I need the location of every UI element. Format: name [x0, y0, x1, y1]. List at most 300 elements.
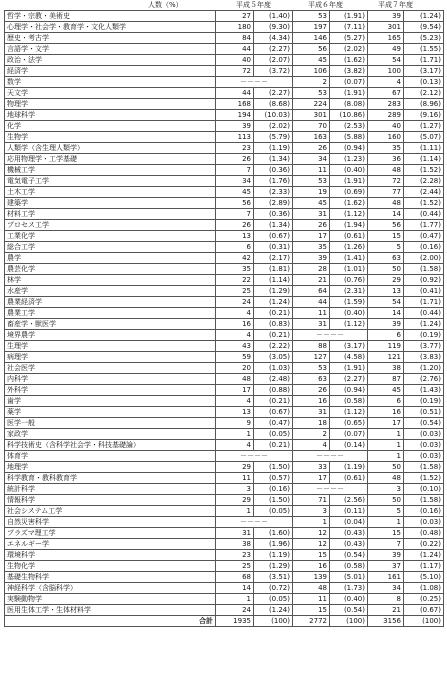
count-y6: 18 — [293, 418, 330, 429]
count-y5: 34 — [216, 176, 254, 187]
count-y5: 35 — [216, 264, 254, 275]
count-y6: 19 — [293, 187, 330, 198]
percent-y7: (2.28) — [404, 176, 444, 187]
count-y6: 53 — [293, 363, 330, 374]
percent-y5: (1.50) — [254, 495, 293, 506]
count-y6: 45 — [293, 55, 330, 66]
empty-cell-y6: －－－－ — [293, 451, 368, 462]
percent-y7: (2.44) — [404, 187, 444, 198]
total-percent-y6: (100) — [330, 616, 368, 627]
table-row — [5, 220, 444, 231]
subject-cell: 内科学 — [5, 374, 216, 385]
subject-cell: プラズマ理工学 — [5, 528, 216, 539]
count-y7: 63 — [368, 253, 404, 264]
percent-y6: (7.11) — [330, 22, 368, 33]
percent-y7: (2.76) — [404, 374, 444, 385]
percent-y5: (1.34) — [254, 220, 293, 231]
empty-cell-y5: －－－－ — [216, 451, 293, 462]
table-row — [5, 99, 444, 110]
subject-cell: 生理学 — [5, 341, 216, 352]
percent-y7: (1.43) — [404, 385, 444, 396]
table-row — [5, 517, 444, 528]
subject-cell: 病理学 — [5, 352, 216, 363]
subject-cell: 情報科学 — [5, 495, 216, 506]
percent-y6: (0.61) — [330, 473, 368, 484]
percent-y5: (1.76) — [254, 176, 293, 187]
total-percent-y5: (100) — [254, 616, 293, 627]
table-row — [5, 352, 444, 363]
percent-y6: (0.54) — [330, 550, 368, 561]
percent-y6: (1.59) — [330, 297, 368, 308]
count-y6: 48 — [293, 583, 330, 594]
subject-cell: 境界農学 — [5, 330, 216, 341]
table-row — [5, 605, 444, 616]
percent-y6: (0.61) — [330, 231, 368, 242]
percent-y6: (8.08) — [330, 99, 368, 110]
percent-y6: (1.91) — [330, 11, 368, 22]
subject-cell: プロセス工学 — [5, 220, 216, 231]
subject-cell: 統計科学 — [5, 484, 216, 495]
percent-y6: (0.58) — [330, 561, 368, 572]
count-y5: 1 — [216, 429, 254, 440]
count-y7: 1 — [368, 429, 404, 440]
subject-cell: 地球科学 — [5, 110, 216, 121]
count-y5: 7 — [216, 209, 254, 220]
count-y5: 26 — [216, 220, 254, 231]
percent-y6: (0.40) — [330, 165, 368, 176]
percent-y6: (2.02) — [330, 44, 368, 55]
percent-y7: (0.16) — [404, 506, 444, 517]
count-y7: 45 — [368, 385, 404, 396]
count-y6: 56 — [293, 44, 330, 55]
count-y6: 31 — [293, 407, 330, 418]
percent-y6: (1.94) — [330, 220, 368, 231]
percent-y5: (3.05) — [254, 352, 293, 363]
percent-y7: (0.25) — [404, 594, 444, 605]
table-row — [5, 308, 444, 319]
percent-y7: (5.23) — [404, 33, 444, 44]
count-y6: 63 — [293, 374, 330, 385]
percent-y6: (1.23) — [330, 154, 368, 165]
subject-cell: 科学教育・教科教育学 — [5, 473, 216, 484]
percent-y6: (0.11) — [330, 506, 368, 517]
percent-y5: (1.03) — [254, 363, 293, 374]
table-row — [5, 451, 444, 462]
percent-y5: (0.57) — [254, 473, 293, 484]
subject-cell: 神経科学（含脳科学） — [5, 583, 216, 594]
percent-y6: (2.31) — [330, 286, 368, 297]
table-row — [5, 77, 444, 88]
percent-y7: (1.52) — [404, 165, 444, 176]
table-row — [5, 143, 444, 154]
percent-y7: (0.67) — [404, 605, 444, 616]
count-y7: 34 — [368, 583, 404, 594]
percent-y6: (3.17) — [330, 341, 368, 352]
percent-y5: (0.21) — [254, 330, 293, 341]
percent-y6: (1.62) — [330, 55, 368, 66]
table-row — [5, 495, 444, 506]
subject-cell: 工業化学 — [5, 231, 216, 242]
percent-y5: (2.17) — [254, 253, 293, 264]
total-row — [5, 616, 444, 627]
percent-y6: (0.07) — [330, 429, 368, 440]
table-row — [5, 539, 444, 550]
count-y7: 67 — [368, 88, 404, 99]
percent-y5: (1.19) — [254, 143, 293, 154]
count-y5: 44 — [216, 88, 254, 99]
table-row — [5, 176, 444, 187]
subject-cell: 言語学・文学 — [5, 44, 216, 55]
percent-y7: (3.77) — [404, 341, 444, 352]
percent-y5: (1.34) — [254, 154, 293, 165]
percent-y6: (1.41) — [330, 253, 368, 264]
count-y6: 53 — [293, 88, 330, 99]
percent-y7: (0.19) — [404, 330, 444, 341]
table-row — [5, 11, 444, 22]
count-y7: 40 — [368, 121, 404, 132]
percent-y7: (1.11) — [404, 143, 444, 154]
subject-cell: 材料工学 — [5, 209, 216, 220]
table-row — [5, 396, 444, 407]
percent-y7: (0.22) — [404, 539, 444, 550]
count-y6: 17 — [293, 473, 330, 484]
count-y7: 161 — [368, 572, 404, 583]
count-y7: 48 — [368, 473, 404, 484]
percent-y5: (9.30) — [254, 22, 293, 33]
count-y5: 29 — [216, 462, 254, 473]
count-y6: 26 — [293, 220, 330, 231]
percent-y6: (0.40) — [330, 594, 368, 605]
table-row — [5, 110, 444, 121]
percent-y6: (1.73) — [330, 583, 368, 594]
percent-y5: (4.34) — [254, 33, 293, 44]
percent-y6: (1.01) — [330, 264, 368, 275]
percent-y5: (5.79) — [254, 132, 293, 143]
count-y6: 16 — [293, 561, 330, 572]
subject-cell: 天文学 — [5, 88, 216, 99]
table-row — [5, 286, 444, 297]
count-y5: 26 — [216, 154, 254, 165]
count-y7: 48 — [368, 198, 404, 209]
count-y6: 224 — [293, 99, 330, 110]
subject-cell: エネルギー学 — [5, 539, 216, 550]
percent-y6: (1.12) — [330, 209, 368, 220]
count-y7: 7 — [368, 539, 404, 550]
table-row — [5, 275, 444, 286]
count-y7: 100 — [368, 66, 404, 77]
subject-cell: 農業工学 — [5, 308, 216, 319]
count-y5: 4 — [216, 330, 254, 341]
table-row — [5, 198, 444, 209]
percent-y5: (0.67) — [254, 231, 293, 242]
count-y5: 4 — [216, 396, 254, 407]
table-row — [5, 583, 444, 594]
percent-y7: (1.20) — [404, 363, 444, 374]
percent-y6: (0.76) — [330, 275, 368, 286]
count-y6: 4 — [293, 440, 330, 451]
count-y5: 24 — [216, 297, 254, 308]
subject-cell: 電気電子工学 — [5, 176, 216, 187]
percent-y5: (0.47) — [254, 418, 293, 429]
count-y7: 4 — [368, 77, 404, 88]
table-row — [5, 231, 444, 242]
count-y6: 53 — [293, 11, 330, 22]
subject-cell: 医学一般 — [5, 418, 216, 429]
count-y7: 1 — [368, 440, 404, 451]
year-heading-h6: 平成６年度 — [308, 1, 343, 9]
percent-y5: (0.05) — [254, 506, 293, 517]
subject-cell: 歴史・考古学 — [5, 33, 216, 44]
percent-y7: (1.24) — [404, 319, 444, 330]
subject-cell: 科学技術史（含科学社会学・科技基礎論） — [5, 440, 216, 451]
percent-y6: (0.04) — [330, 517, 368, 528]
percent-y5: (0.36) — [254, 209, 293, 220]
percent-y6: (1.26) — [330, 242, 368, 253]
percent-y6: (0.14) — [330, 440, 368, 451]
subject-cell: 物理学 — [5, 99, 216, 110]
percent-y5: (0.05) — [254, 594, 293, 605]
count-y5: 17 — [216, 385, 254, 396]
table-row — [5, 484, 444, 495]
percent-y6: (0.43) — [330, 539, 368, 550]
percent-y7: (1.24) — [404, 11, 444, 22]
percent-y6: (1.19) — [330, 462, 368, 473]
count-y5: 1 — [216, 506, 254, 517]
percent-y5: (0.83) — [254, 319, 293, 330]
percent-y7: (0.51) — [404, 407, 444, 418]
subject-cell: 社会医学 — [5, 363, 216, 374]
percent-y6: (0.58) — [330, 396, 368, 407]
count-y7: 39 — [368, 319, 404, 330]
count-y7: 301 — [368, 22, 404, 33]
count-y6: 106 — [293, 66, 330, 77]
table-row — [5, 319, 444, 330]
percent-y6: (1.12) — [330, 407, 368, 418]
count-y6: 21 — [293, 275, 330, 286]
count-y6: 15 — [293, 550, 330, 561]
count-y7: 17 — [368, 418, 404, 429]
subject-cell: 社会システム工学 — [5, 506, 216, 517]
count-y7: 50 — [368, 495, 404, 506]
count-y6: 163 — [293, 132, 330, 143]
subject-cell: 地理学 — [5, 462, 216, 473]
count-y7: 36 — [368, 154, 404, 165]
subject-cell: 機械工学 — [5, 165, 216, 176]
count-y6: 64 — [293, 286, 330, 297]
count-y5: 68 — [216, 572, 254, 583]
count-y5: 180 — [216, 22, 254, 33]
count-y5: 45 — [216, 187, 254, 198]
percent-y7: (5.07) — [404, 132, 444, 143]
total-label: 合計 — [5, 616, 216, 627]
count-y6: 197 — [293, 22, 330, 33]
table-row — [5, 407, 444, 418]
count-y7: 283 — [368, 99, 404, 110]
percent-y7: (1.14) — [404, 154, 444, 165]
percent-y5: (1.60) — [254, 528, 293, 539]
count-y7: 160 — [368, 132, 404, 143]
table-row — [5, 242, 444, 253]
count-y6: 2 — [293, 77, 330, 88]
count-y6: 15 — [293, 605, 330, 616]
count-y6: 127 — [293, 352, 330, 363]
percent-y7: (9.16) — [404, 110, 444, 121]
table-row — [5, 55, 444, 66]
table-row — [5, 561, 444, 572]
table-row — [5, 374, 444, 385]
count-y5: 14 — [216, 583, 254, 594]
percent-y7: (1.58) — [404, 264, 444, 275]
percent-y6: (0.54) — [330, 605, 368, 616]
count-y6: 17 — [293, 231, 330, 242]
count-y7: 119 — [368, 341, 404, 352]
percent-y6: (1.91) — [330, 88, 368, 99]
percent-y6: (1.91) — [330, 176, 368, 187]
count-y6: 31 — [293, 319, 330, 330]
table-row — [5, 66, 444, 77]
count-y5: 4 — [216, 440, 254, 451]
count-y7: 48 — [368, 165, 404, 176]
count-y6: 16 — [293, 396, 330, 407]
percent-y6: (0.94) — [330, 385, 368, 396]
percent-y5: (1.24) — [254, 605, 293, 616]
percent-y7: (1.27) — [404, 121, 444, 132]
count-y5: 48 — [216, 374, 254, 385]
percent-y5: (10.03) — [254, 110, 293, 121]
percent-y5: (1.40) — [254, 11, 293, 22]
count-y7: 50 — [368, 264, 404, 275]
count-y7: 77 — [368, 187, 404, 198]
percent-y7: (1.24) — [404, 550, 444, 561]
percent-y6: (2.56) — [330, 495, 368, 506]
count-y7: 1 — [368, 517, 404, 528]
count-y6: 39 — [293, 253, 330, 264]
percent-y5: (2.27) — [254, 88, 293, 99]
count-y7: 21 — [368, 605, 404, 616]
percent-y7: (0.19) — [404, 396, 444, 407]
table-row — [5, 572, 444, 583]
table-row — [5, 385, 444, 396]
table-row — [5, 462, 444, 473]
percent-y7: (0.10) — [404, 484, 444, 495]
percent-y5: (8.68) — [254, 99, 293, 110]
percent-y5: (1.96) — [254, 539, 293, 550]
percent-y5: (0.36) — [254, 165, 293, 176]
percent-y7: (0.03) — [404, 517, 444, 528]
percent-y5: (2.07) — [254, 55, 293, 66]
subject-cell: 数学 — [5, 77, 216, 88]
subject-cell: 応用物理学・工学基礎 — [5, 154, 216, 165]
percent-y7: (1.58) — [404, 462, 444, 473]
percent-y5: (1.14) — [254, 275, 293, 286]
count-y5: 43 — [216, 341, 254, 352]
percent-y5: (0.31) — [254, 242, 293, 253]
count-y7: 6 — [368, 396, 404, 407]
percent-y6: (0.69) — [330, 187, 368, 198]
percent-y5: (2.33) — [254, 187, 293, 198]
table-row — [5, 528, 444, 539]
subject-cell: 農学 — [5, 253, 216, 264]
percent-y7: (0.03) — [404, 440, 444, 451]
subject-cell: 生物化学 — [5, 561, 216, 572]
table-row — [5, 187, 444, 198]
table-row — [5, 429, 444, 440]
count-y6: 3 — [293, 506, 330, 517]
percent-y5: (0.21) — [254, 308, 293, 319]
percent-y7: (0.03) — [404, 451, 444, 462]
count-y5: 23 — [216, 550, 254, 561]
subject-cell: 農業経済学 — [5, 297, 216, 308]
count-y7: 165 — [368, 33, 404, 44]
subject-cell: 生物学 — [5, 132, 216, 143]
percent-y6: (1.62) — [330, 198, 368, 209]
count-y6: 31 — [293, 209, 330, 220]
count-y7: 289 — [368, 110, 404, 121]
percent-y6: (0.65) — [330, 418, 368, 429]
count-y5: 40 — [216, 55, 254, 66]
subject-cell: 医用生体工学・生体材料学 — [5, 605, 216, 616]
count-y6: 139 — [293, 572, 330, 583]
count-y5: 13 — [216, 231, 254, 242]
count-y7: 39 — [368, 550, 404, 561]
table-row — [5, 363, 444, 374]
percent-y7: (0.41) — [404, 286, 444, 297]
count-y7: 50 — [368, 462, 404, 473]
count-y7: 56 — [368, 220, 404, 231]
percent-y7: (0.44) — [404, 209, 444, 220]
subject-cell: 畜産学・獣医学 — [5, 319, 216, 330]
count-y5: 27 — [216, 11, 254, 22]
percent-y7: (5.10) — [404, 572, 444, 583]
table-row — [5, 297, 444, 308]
count-y5: 4 — [216, 308, 254, 319]
count-y7: 13 — [368, 286, 404, 297]
count-y7: 35 — [368, 143, 404, 154]
count-y5: 16 — [216, 319, 254, 330]
subject-cell: 心理学・社会学・教育学・文化人類学 — [5, 22, 216, 33]
count-y6: 11 — [293, 165, 330, 176]
count-y5: 20 — [216, 363, 254, 374]
count-y5: 42 — [216, 253, 254, 264]
count-y5: 44 — [216, 44, 254, 55]
subject-cell: 実験動物学 — [5, 594, 216, 605]
count-y6: 26 — [293, 143, 330, 154]
percent-y7: (0.48) — [404, 528, 444, 539]
percent-y7: (3.17) — [404, 66, 444, 77]
table-row — [5, 22, 444, 33]
count-y7: 8 — [368, 594, 404, 605]
total-count-y5: 1935 — [216, 616, 254, 627]
subject-cell: 外科学 — [5, 385, 216, 396]
count-y6: 45 — [293, 198, 330, 209]
count-y5: 3 — [216, 484, 254, 495]
percent-y6: (2.53) — [330, 121, 368, 132]
count-y7: 121 — [368, 352, 404, 363]
count-y5: 38 — [216, 539, 254, 550]
count-y5: 11 — [216, 473, 254, 484]
count-y5: 56 — [216, 198, 254, 209]
count-y6: 28 — [293, 264, 330, 275]
count-y5: 25 — [216, 286, 254, 297]
count-y6: 35 — [293, 242, 330, 253]
table-row — [5, 418, 444, 429]
count-y5: 25 — [216, 561, 254, 572]
year-heading-h5: 平成５年度 — [236, 1, 271, 9]
percent-y5: (1.29) — [254, 561, 293, 572]
statistics-table — [4, 10, 444, 627]
count-y6: 1 — [293, 517, 330, 528]
count-y5: 6 — [216, 242, 254, 253]
